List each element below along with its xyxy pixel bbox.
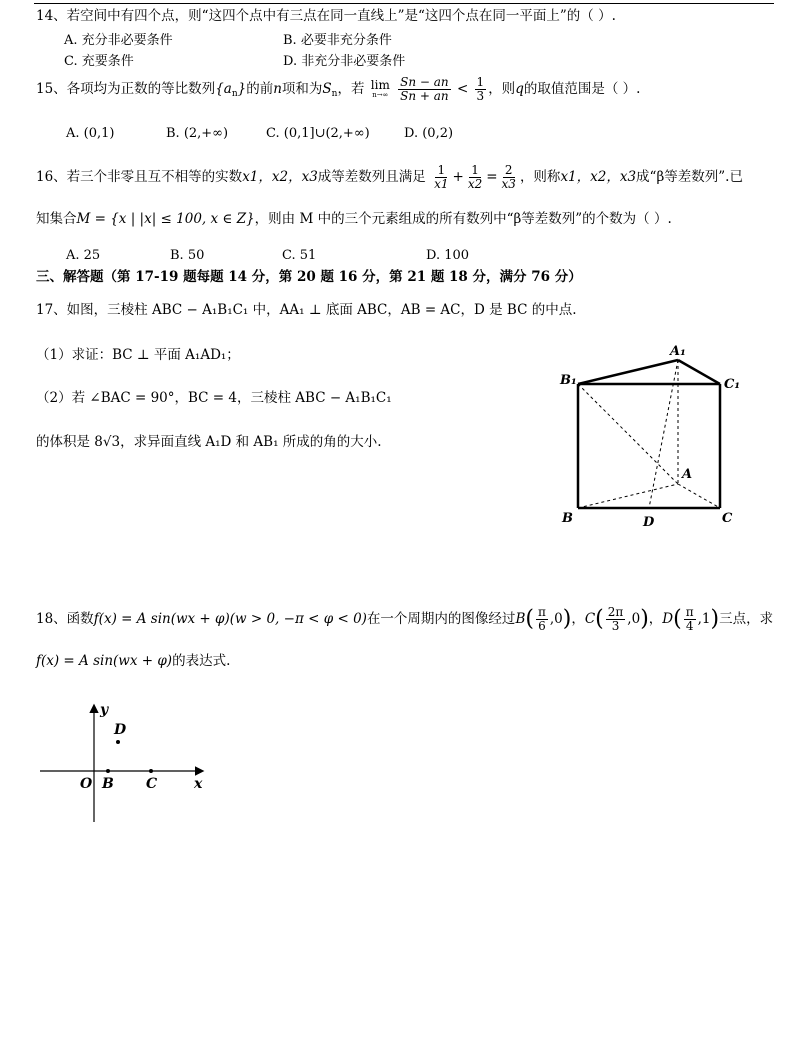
- label-x: x: [194, 776, 203, 792]
- point-b: [106, 769, 110, 773]
- label-c1: C₁: [724, 377, 741, 392]
- q15-stem: [36, 76, 640, 103]
- prism-figure: [550, 340, 750, 532]
- q15-text-post2: 的取值范围是（ ）.: [523, 81, 641, 98]
- q18-c-y: ,0: [627, 611, 641, 628]
- label-d: D: [114, 722, 127, 738]
- q16-frac-1: $\frac{1}{x1}$: [434, 163, 449, 192]
- q16-set: M = {x | |x| ≤ 100, x ∈ Z}: [76, 211, 255, 227]
- segment-a1-d: [649, 360, 678, 508]
- q18-point-d: D: [662, 611, 674, 628]
- q16-line1: [36, 164, 743, 191]
- label-b: B: [562, 511, 573, 526]
- q16-vars-1: x1，x2，x3: [242, 169, 318, 186]
- q18-d-x: $\frac{\pi}{4}$: [685, 605, 694, 634]
- q16-frac-3: $\frac{2}{x3}$: [501, 163, 516, 192]
- coordinate-figure: [30, 698, 220, 828]
- q15-lt: <: [456, 81, 469, 98]
- q16-text-pre: 16、若三个非零且互不相等的实数: [36, 169, 243, 186]
- q16-text-end: 成“β等差数列”.已: [636, 169, 743, 186]
- q16-text-line2-pre: 知集合: [36, 211, 77, 227]
- q16-option-c: C. 51: [282, 248, 317, 263]
- q16-option-a: A. 25: [66, 248, 101, 263]
- point-d: [116, 740, 120, 744]
- q15-text-mid2: 项和为: [281, 81, 323, 98]
- q18-point-b: B: [515, 611, 526, 628]
- q16-line2: [36, 211, 672, 227]
- q18-text-line2-post: 的表达式.: [172, 653, 231, 669]
- label-a1: A₁: [670, 344, 686, 359]
- edge-a-c: [678, 484, 720, 508]
- q18-text-pre: 18、函数: [36, 611, 94, 628]
- section-3-heading: 三、解答题（第 17-19 题每题 14 分，第 20 题 16 分，第 21 题 18 分，满分 76 分）: [36, 269, 582, 285]
- q15-sum: $S_n$: [322, 81, 338, 100]
- q17-part-1: （1）求证：BC ⊥ 平面 A₁AD₁；: [36, 347, 240, 363]
- q18-line1: 18、函数f(x) = A sin(wx + φ)(w > 0, −π < φ < 0)在一个周期内的图像经过B( $\frac{\pi}{6}$ ,0)，C( $\frac{2\pi}{3}$ ,0)，D( $\frac{\pi}{4}$ ,1)三点，求: [36, 605, 774, 634]
- q15-text-mid: 的前: [246, 81, 274, 98]
- q15-option-d: D. (0,2): [404, 126, 454, 141]
- q15-q: q: [515, 81, 524, 98]
- label-o: O: [80, 776, 93, 792]
- q15-option-c: C. (0,1]∪(2,+∞): [266, 126, 370, 141]
- q18-text-mid: 在一个周期内的图像经过: [366, 611, 516, 628]
- q15-option-b: B. (2,+∞): [166, 126, 229, 141]
- q18-c-x: $\frac{2\pi}{3}$: [607, 605, 624, 634]
- q14-option-c: C. 充要条件: [64, 54, 134, 69]
- label-d: D: [643, 515, 655, 530]
- label-c: C: [146, 776, 158, 792]
- label-c: C: [722, 511, 733, 526]
- top-rule: [34, 3, 774, 4]
- q14-option-b: B. 必要非充分条件: [283, 33, 392, 48]
- q16-eq: =: [486, 169, 498, 186]
- q15-text-post: ，则: [488, 81, 516, 98]
- q16-plus: +: [452, 169, 464, 186]
- q18-d-y: ,1: [697, 611, 711, 628]
- q17-part-2-cont: 的体积是 8√3，求异面直线 A₁D 和 AB₁ 所成的角的大小.: [36, 434, 382, 450]
- q16-option-d: D. 100: [426, 248, 470, 263]
- segment-b1-a: [578, 384, 678, 484]
- q16-frac-2: $\frac{1}{x2}$: [467, 163, 483, 192]
- q14-stem: 14、若空间中有四个点，则“这四个点中有三点在同一直线上”是“这四个点在同一平面上”的（ ）.: [36, 8, 616, 24]
- q18-func: f(x) = A sin(wx + φ)(w > 0, −π < φ < 0): [93, 611, 367, 628]
- q15-lim: lim n→∞: [370, 78, 390, 100]
- label-a: A: [682, 467, 693, 482]
- q15-text-comma: ，若: [337, 81, 365, 98]
- q15-seq: $\{a_n\}$: [215, 81, 247, 100]
- q15-text-pre: 15、各项均为正数的等比数列: [36, 81, 216, 98]
- q15-option-a: A. (0,1): [66, 126, 115, 141]
- q18-func-2: f(x) = A sin(wx + φ): [36, 653, 173, 669]
- q18-b-x: $\frac{\pi}{6}$: [537, 605, 546, 634]
- label-b: B: [102, 776, 114, 792]
- edge-b1-a1: [578, 360, 678, 384]
- q18-text-post: 三点，求: [719, 611, 774, 628]
- q16-option-b: B. 50: [170, 248, 205, 263]
- q16-vars-2: x1，x2，x3: [560, 169, 637, 186]
- q18-line2: [36, 653, 230, 669]
- q16-text-post: ，则称: [519, 169, 561, 186]
- q15-n: n: [273, 81, 282, 98]
- q14-option-d: D. 非充分非必要条件: [283, 54, 406, 69]
- q14-option-a: A. 充分非必要条件: [64, 33, 173, 48]
- point-c: [149, 769, 153, 773]
- q16-text-line2-post: ，则由 M 中的三个元素组成的所有数列中“β等差数列”的个数为（ ）.: [254, 211, 672, 227]
- q17-stem: 17、如图，三棱柱 ABC − A₁B₁C₁ 中，AA₁ ⊥ 底面 ABC，AB = AC，D 是 BC 的中点.: [36, 302, 577, 318]
- q18-point-c: C: [584, 611, 596, 628]
- q15-fraction: $\frac{Sn - an}{Sn + an}$: [400, 75, 449, 104]
- q18-b-y: ,0: [549, 611, 563, 628]
- label-y: y: [100, 702, 109, 718]
- q16-text-mid: 成等差数列且满足: [317, 169, 426, 186]
- q17-part-2: （2）若 ∠BAC = 90°，BC = 4，三棱柱 ABC − A₁B₁C₁: [36, 390, 392, 406]
- q15-one-third: $\frac{1}{3}$: [476, 75, 485, 104]
- edge-a1-c1: [678, 360, 720, 384]
- edge-b-a: [578, 484, 678, 508]
- label-b1: B₁: [560, 373, 577, 388]
